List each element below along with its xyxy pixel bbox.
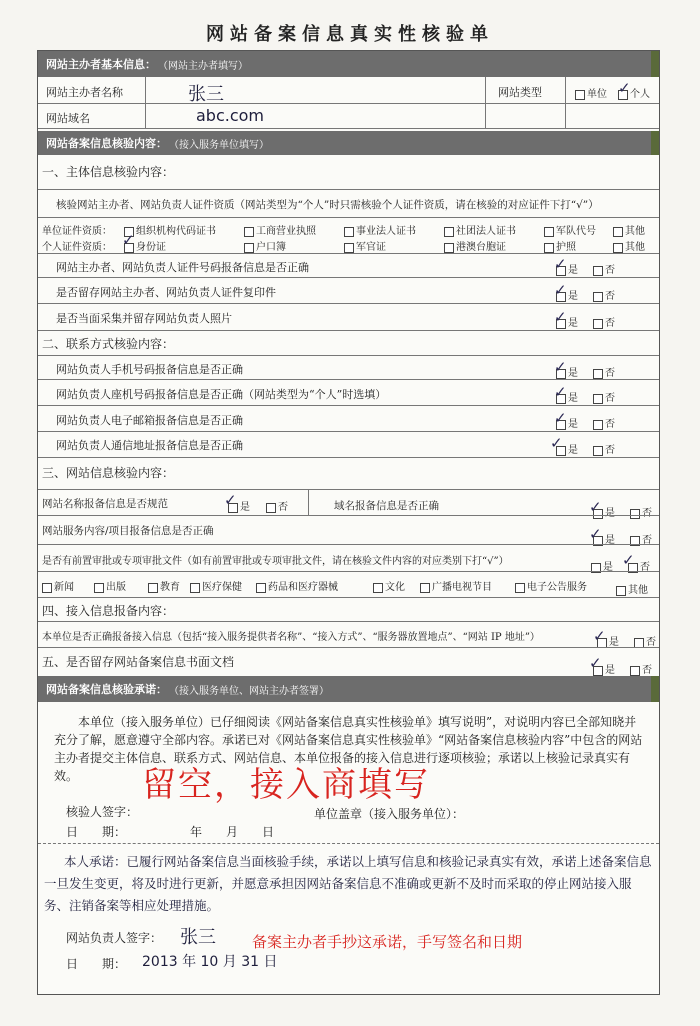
option-label: 药品和医疗器械 bbox=[268, 582, 338, 593]
no-option[interactable] bbox=[593, 261, 615, 276]
no-label: 否 bbox=[605, 318, 615, 329]
yes-option[interactable] bbox=[556, 415, 578, 430]
checkbox-icon bbox=[556, 420, 566, 430]
row-divider bbox=[38, 128, 659, 129]
no-label: 否 bbox=[605, 291, 615, 302]
site-type-person-label: 个人 bbox=[630, 89, 650, 100]
option-label: 工商营业执照 bbox=[256, 226, 316, 237]
row-divider bbox=[38, 544, 659, 545]
checkbox-icon bbox=[556, 319, 566, 329]
person-cert-label: 个人证件资质： bbox=[42, 242, 112, 253]
row-divider bbox=[38, 330, 659, 331]
subject-question: 网站主办者、网站负责人证件号码报备信息是否正确 bbox=[56, 261, 309, 274]
row-divider bbox=[38, 379, 659, 380]
no-option[interactable] bbox=[630, 661, 652, 676]
site-section-title: 三、网站信息核验内容： bbox=[42, 466, 175, 480]
approval-option[interactable] bbox=[373, 578, 405, 593]
domain-value[interactable]: abc.com bbox=[196, 106, 265, 125]
checkbox-icon bbox=[556, 266, 566, 276]
option-label: 身份证 bbox=[136, 242, 166, 253]
checkbox-icon bbox=[124, 227, 134, 237]
checkbox-icon bbox=[556, 446, 566, 456]
checkbox-icon bbox=[630, 509, 640, 519]
no-option[interactable] bbox=[593, 364, 615, 379]
checkbox-icon bbox=[228, 503, 238, 513]
no-label: 否 bbox=[605, 368, 615, 379]
site-type-person-option[interactable] bbox=[618, 85, 650, 100]
checkbox-icon bbox=[124, 243, 134, 253]
checker-sign-label: 核验人签字： bbox=[66, 805, 139, 819]
yes-label: 是 bbox=[605, 508, 615, 519]
no-label: 否 bbox=[642, 665, 652, 676]
row-divider bbox=[38, 277, 659, 278]
checkbox-icon bbox=[244, 243, 254, 253]
no-option[interactable] bbox=[593, 389, 615, 404]
option-label: 其他 bbox=[625, 242, 645, 253]
yes-option[interactable] bbox=[556, 261, 578, 276]
row-divider bbox=[38, 597, 659, 598]
checkbox-icon bbox=[42, 583, 52, 593]
sponsor-info-band bbox=[38, 51, 659, 77]
sponsor-info-header: 网站主办者基本信息： bbox=[46, 58, 156, 71]
yes-option[interactable] bbox=[228, 498, 250, 513]
approval-option[interactable] bbox=[515, 578, 587, 593]
approval-option[interactable] bbox=[420, 578, 492, 593]
checkbox-icon bbox=[266, 503, 276, 513]
checkbox-icon bbox=[593, 446, 603, 456]
unit-cert-option[interactable] bbox=[544, 222, 596, 237]
person-cert-option[interactable] bbox=[613, 238, 645, 253]
yes-option[interactable] bbox=[597, 633, 619, 648]
no-label: 否 bbox=[605, 393, 615, 404]
site-question: 网站服务内容/项目报备信息是否正确 bbox=[42, 525, 214, 537]
checkbox-icon bbox=[593, 266, 603, 276]
option-label: 港澳台胞证 bbox=[456, 242, 506, 253]
no-label: 否 bbox=[605, 419, 615, 430]
yes-label: 是 bbox=[609, 637, 619, 648]
unit-cert-option[interactable] bbox=[613, 222, 645, 237]
checkbox-icon bbox=[593, 369, 603, 379]
access-section-title: 四、接入信息报备内容： bbox=[42, 604, 175, 618]
yes-label: 是 bbox=[568, 445, 578, 456]
unit-cert-label: 单位证件资质： bbox=[42, 226, 112, 237]
promise-note: （接入服务单位、网站主办者签署） bbox=[169, 685, 329, 697]
checkbox-icon bbox=[593, 420, 603, 430]
check-mark-icon: ✓ bbox=[622, 551, 635, 569]
yes-label: 是 bbox=[568, 368, 578, 379]
contact-question: 网站负责人座机号码报备信息是否正确（网站类型为“个人”时选填） bbox=[56, 388, 387, 401]
row-divider bbox=[38, 457, 659, 458]
row-divider bbox=[38, 647, 659, 648]
subject-intro: 核验网站主办者、网站负责人证件资质（网站类型为“个人”时只需核验个人证件资质，请在核验的对应证件下打“√”） bbox=[56, 199, 599, 211]
no-option[interactable] bbox=[630, 504, 652, 519]
check-mark-icon: ✓ bbox=[550, 434, 563, 452]
checkbox-icon bbox=[616, 586, 626, 596]
yes-label: 是 bbox=[568, 265, 578, 276]
no-option[interactable] bbox=[593, 314, 615, 329]
checkbox-icon bbox=[344, 227, 354, 237]
domain-label: 网站域名 bbox=[46, 112, 90, 125]
yes-label: 是 bbox=[568, 419, 578, 430]
band-end-mark bbox=[651, 131, 659, 155]
check-mark-icon: ✓ bbox=[554, 281, 567, 299]
checkbox-icon bbox=[630, 666, 640, 676]
option-label: 文化 bbox=[385, 582, 405, 593]
check-mark-icon: ✓ bbox=[589, 525, 602, 543]
option-label: 电子公告服务 bbox=[527, 582, 587, 593]
approval-option[interactable] bbox=[190, 578, 242, 593]
promise-text: 本单位（接入服务单位）已仔细阅读《网站备案信息真实性核验单》填写说明”，对说明内容已全部知晓并充分了解，愿意遵守全部内容。承诺已对《网站备案信息真实性核验单》“网站备案信息核验内容”中包含的网站主办者提交主体信息、联系方式、网站信息、本单位报备的接入信息进行逐项核验；承诺以上核验记录真实有效。 bbox=[54, 715, 643, 783]
approval-option[interactable] bbox=[256, 578, 338, 593]
check-mark-icon: ✓ bbox=[122, 231, 135, 249]
option-label: 军官证 bbox=[356, 242, 386, 253]
unit-cert-option[interactable] bbox=[444, 222, 516, 237]
no-option[interactable] bbox=[593, 415, 615, 430]
check-mark-icon: ✓ bbox=[618, 79, 631, 97]
no-option[interactable] bbox=[266, 498, 288, 513]
checkbox-icon bbox=[244, 227, 254, 237]
yes-option[interactable] bbox=[556, 364, 578, 379]
checkbox-icon bbox=[444, 243, 454, 253]
yes-option[interactable] bbox=[556, 441, 578, 456]
row-divider bbox=[38, 621, 659, 622]
option-label: 医疗保健 bbox=[202, 582, 242, 593]
yes-label: 是 bbox=[240, 502, 250, 513]
option-label: 事业法人证书 bbox=[356, 226, 416, 237]
row-divider bbox=[38, 843, 659, 844]
row-divider bbox=[38, 431, 659, 432]
handwritten-promise: 本人承诺：已履行网站备案信息当面核验手续，承诺以上填写信息和核验记录真实有效，承诺上述备案信息一旦发生变更，将及时进行更新，并愿意承担因网站备案信息不准确或更新不及时而采取的停止网站接入服务、注销备案等相应处理措施。 bbox=[44, 854, 652, 913]
row-divider bbox=[38, 405, 659, 406]
yes-option[interactable] bbox=[556, 314, 578, 329]
unit-cert-option[interactable] bbox=[344, 222, 416, 237]
yes-label: 是 bbox=[603, 562, 613, 573]
access-question: 本单位是否正确报备接入信息（包括“接入服务提供者名称”、“接入方式”、“服务器放置地点”、“网站 IP 地址”） bbox=[42, 632, 540, 643]
verify-header: 网站备案信息核验内容： bbox=[46, 137, 167, 150]
row-divider bbox=[38, 355, 659, 356]
verification-form bbox=[37, 50, 660, 995]
yes-option[interactable] bbox=[593, 504, 615, 519]
band-end-mark bbox=[651, 676, 659, 702]
verify-band bbox=[38, 131, 659, 155]
checkbox-icon bbox=[373, 583, 383, 593]
check-mark-icon: ✓ bbox=[554, 255, 567, 273]
no-label: 否 bbox=[278, 502, 288, 513]
checkbox-icon bbox=[544, 227, 554, 237]
no-label: 否 bbox=[640, 562, 650, 573]
yes-label: 是 bbox=[568, 318, 578, 329]
check-mark-icon: ✓ bbox=[224, 491, 237, 509]
checkbox-icon bbox=[444, 227, 454, 237]
option-label: 社团法人证书 bbox=[456, 226, 516, 237]
checkbox-icon bbox=[190, 583, 200, 593]
approval-option[interactable] bbox=[94, 578, 126, 593]
checkbox-icon bbox=[94, 583, 104, 593]
subject-question: 是否留存网站主办者、网站负责人证件复印件 bbox=[56, 286, 276, 299]
promise-band bbox=[38, 676, 659, 702]
row-divider bbox=[38, 189, 659, 190]
no-label: 否 bbox=[642, 535, 652, 546]
subject-question: 是否当面采集并留存网站负责人照片 bbox=[56, 312, 232, 325]
contact-question: 网站负责人电子邮箱报备信息是否正确 bbox=[56, 414, 243, 427]
checkbox-icon bbox=[556, 292, 566, 302]
person-cert-option[interactable] bbox=[444, 238, 506, 253]
check-mark-icon: ✓ bbox=[589, 498, 602, 516]
col-divider bbox=[308, 489, 309, 515]
checkbox-icon bbox=[613, 243, 623, 253]
contact-question: 网站负责人通信地址报备信息是否正确 bbox=[56, 439, 243, 452]
col-divider bbox=[485, 77, 486, 128]
sponsor-name-value[interactable]: 张三 bbox=[188, 84, 224, 105]
checkbox-icon bbox=[575, 90, 585, 100]
site-type-label: 网站类型 bbox=[498, 86, 542, 99]
owner-sign-label: 网站负责人签字： bbox=[66, 931, 163, 945]
col-divider bbox=[565, 77, 566, 128]
checkbox-icon bbox=[148, 583, 158, 593]
verify-note: （接入服务单位填写） bbox=[169, 139, 269, 151]
owner-signature[interactable]: 张三 bbox=[180, 927, 216, 948]
checkbox-icon bbox=[593, 666, 603, 676]
checkbox-icon bbox=[618, 90, 628, 100]
approval-option[interactable] bbox=[42, 578, 74, 593]
site-type-unit-label: 单位 bbox=[587, 89, 607, 100]
yes-label: 是 bbox=[605, 665, 615, 676]
option-label: 户口簿 bbox=[256, 242, 286, 253]
checkbox-icon bbox=[593, 509, 603, 519]
option-label: 出版 bbox=[106, 582, 126, 593]
checkbox-icon bbox=[420, 583, 430, 593]
site-question: 域名报备信息是否正确 bbox=[334, 500, 439, 512]
sponsor-info-note: （网站主办者填写） bbox=[158, 60, 248, 72]
owner-date-value[interactable]: 2013 年 10 月 31 日 bbox=[142, 954, 278, 970]
no-label: 否 bbox=[642, 508, 652, 519]
no-label: 否 bbox=[646, 637, 656, 648]
contact-question: 网站负责人手机号码报备信息是否正确 bbox=[56, 363, 243, 376]
option-label: 其他 bbox=[625, 226, 645, 237]
row-divider bbox=[38, 571, 659, 572]
no-label: 否 bbox=[605, 445, 615, 456]
promise-header: 网站备案信息核验承诺： bbox=[46, 683, 167, 696]
checkbox-icon bbox=[556, 394, 566, 404]
person-cert-option[interactable] bbox=[344, 238, 386, 253]
unit-cert-option[interactable] bbox=[124, 222, 216, 237]
site-type-unit-option[interactable] bbox=[575, 85, 607, 100]
archive-section-title: 五、是否留存网站备案信息书面文档 bbox=[42, 655, 235, 669]
site-question: 是否有前置审批或专项审批文件（如有前置审批或专项审批文件，请在核验文件内容的对应类别下打“√”） bbox=[42, 556, 509, 567]
yes-option[interactable] bbox=[556, 389, 578, 404]
no-label: 否 bbox=[605, 265, 615, 276]
site-question: 网站名称报备信息是否规范 bbox=[42, 498, 168, 510]
leave-blank-note: 留空，接入商填写 bbox=[142, 765, 430, 805]
owner-date-label: 日 期： bbox=[66, 957, 127, 971]
check-mark-icon: ✓ bbox=[554, 308, 567, 326]
option-label: 军队代号 bbox=[556, 226, 596, 237]
yes-label: 是 bbox=[605, 535, 615, 546]
checkbox-icon bbox=[613, 227, 623, 237]
option-label: 新闻 bbox=[54, 582, 74, 593]
checkbox-icon bbox=[593, 292, 603, 302]
person-cert-option[interactable] bbox=[544, 238, 576, 253]
contact-section-title: 二、联系方式核验内容： bbox=[42, 337, 175, 351]
checkbox-icon bbox=[544, 243, 554, 253]
yes-label: 是 bbox=[568, 393, 578, 404]
checkbox-icon bbox=[597, 638, 607, 648]
yes-option[interactable] bbox=[556, 287, 578, 302]
checkbox-icon bbox=[593, 319, 603, 329]
no-option[interactable] bbox=[634, 633, 656, 648]
band-end-mark bbox=[651, 51, 659, 77]
option-label: 广播电视节目 bbox=[432, 582, 492, 593]
check-mark-icon: ✓ bbox=[589, 654, 602, 672]
row-divider bbox=[38, 515, 659, 516]
sponsor-name-label: 网站主办者名称 bbox=[46, 86, 123, 99]
yes-label: 是 bbox=[568, 291, 578, 302]
no-option[interactable] bbox=[593, 441, 615, 456]
row-divider bbox=[38, 489, 659, 490]
document-title: 网站备案信息真实性核验单 bbox=[206, 24, 494, 45]
checkbox-icon bbox=[344, 243, 354, 253]
approval-option[interactable] bbox=[148, 578, 180, 593]
checker-date-label: 日 期： bbox=[66, 825, 127, 839]
person-cert-option[interactable] bbox=[244, 238, 286, 253]
checker-date-fields[interactable]: 年 月 日 bbox=[190, 825, 275, 839]
check-mark-icon: ✓ bbox=[554, 409, 567, 427]
check-mark-icon: ✓ bbox=[593, 627, 606, 645]
person-cert-option[interactable] bbox=[124, 238, 166, 253]
yes-option[interactable] bbox=[593, 661, 615, 676]
row-divider bbox=[38, 217, 659, 218]
col-divider bbox=[145, 77, 146, 128]
checkbox-icon bbox=[556, 369, 566, 379]
owner-sign-note: 备案主办者手抄这承诺，手写签名和日期 bbox=[252, 933, 523, 951]
option-label: 教育 bbox=[160, 582, 180, 593]
checkbox-icon bbox=[634, 638, 644, 648]
row-divider bbox=[38, 303, 659, 304]
checkbox-icon bbox=[256, 583, 266, 593]
option-label: 组织机构代码证书 bbox=[136, 226, 216, 237]
check-mark-icon: ✓ bbox=[554, 358, 567, 376]
approval-option[interactable] bbox=[616, 581, 648, 596]
checkbox-icon bbox=[593, 394, 603, 404]
unit-seal-label: 单位盖章（接入服务单位）： bbox=[314, 807, 465, 821]
check-mark-icon: ✓ bbox=[554, 383, 567, 401]
option-label: 护照 bbox=[556, 242, 576, 253]
subject-section-title: 一、主体信息核验内容： bbox=[42, 165, 175, 179]
checkbox-icon bbox=[515, 583, 525, 593]
row-divider bbox=[38, 253, 659, 254]
option-label: 其他 bbox=[628, 585, 648, 596]
unit-cert-option[interactable] bbox=[244, 222, 316, 237]
no-option[interactable] bbox=[593, 287, 615, 302]
